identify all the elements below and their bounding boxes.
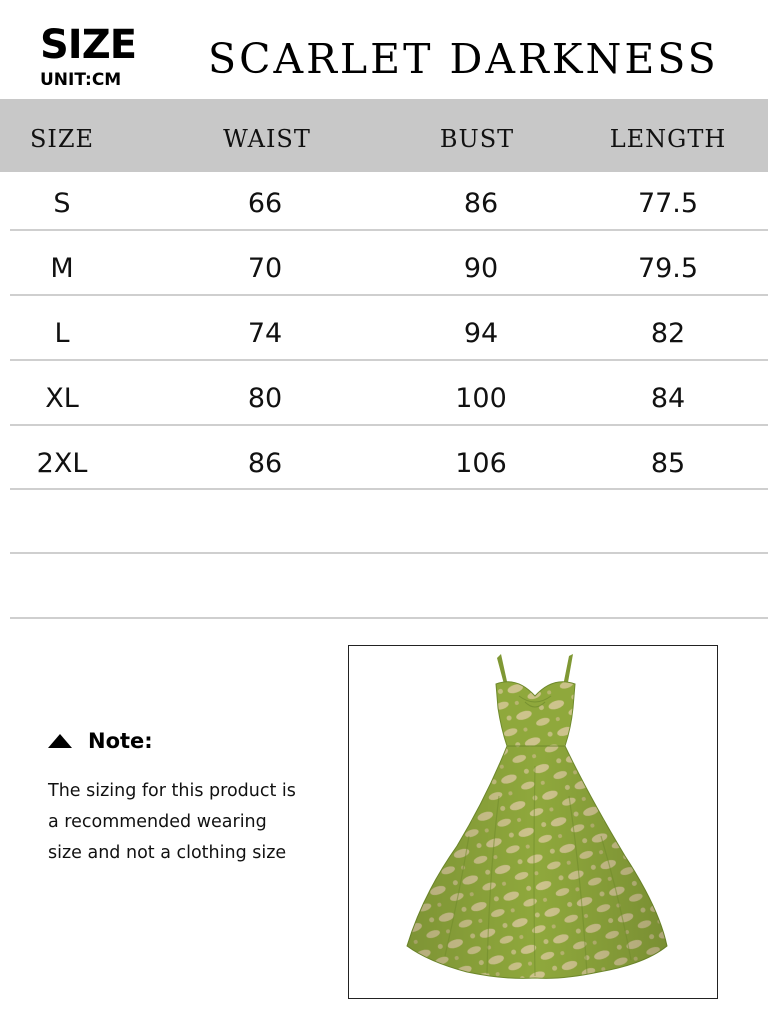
bodice — [496, 682, 575, 746]
cell-length: 77.5 — [637, 188, 699, 219]
cell-size: S — [53, 188, 71, 219]
cell-length: 85 — [650, 448, 686, 479]
cell-waist: 66 — [247, 188, 283, 219]
cell-size: 2XL — [36, 448, 88, 479]
brand-title: SCARLET DARKNESS — [208, 35, 719, 83]
table-header — [0, 99, 768, 172]
note-title: Note: — [88, 729, 153, 753]
header-size: SIZE — [29, 125, 95, 153]
note-line: size and not a clothing size — [48, 843, 287, 863]
row-divider — [10, 294, 768, 296]
cell-size: XL — [45, 383, 79, 414]
cell-bust: 100 — [455, 383, 507, 414]
table-row — [0, 367, 768, 432]
triangle-up-icon — [48, 734, 72, 748]
note-line: a recommended wearing — [48, 812, 267, 832]
cell-waist: 86 — [247, 448, 283, 479]
note-section — [48, 724, 338, 869]
table-row — [0, 302, 768, 367]
cell-waist: 80 — [247, 383, 283, 414]
row-divider — [10, 552, 768, 554]
header-length: LENGTH — [609, 125, 727, 153]
unit-label: UNIT:CM — [40, 70, 122, 90]
note-heading — [48, 724, 338, 758]
cell-bust: 90 — [463, 253, 499, 284]
header-waist: WAIST — [223, 125, 311, 153]
table-row — [0, 172, 768, 237]
row-divider — [10, 229, 768, 231]
cell-waist: 74 — [247, 318, 283, 349]
cell-bust: 106 — [455, 448, 507, 479]
row-divider — [10, 488, 768, 490]
header-bust: BUST — [439, 125, 515, 153]
cell-bust: 94 — [463, 318, 499, 349]
cell-size: M — [50, 253, 74, 284]
cell-length: 82 — [650, 318, 686, 349]
row-divider — [10, 359, 768, 361]
cell-length: 84 — [650, 383, 686, 414]
cell-waist: 70 — [247, 253, 283, 284]
cell-length: 79.5 — [637, 253, 699, 284]
note-line: The sizing for this product is — [48, 781, 296, 801]
cell-size: L — [54, 318, 70, 349]
row-divider — [10, 424, 768, 426]
note-text — [48, 776, 338, 869]
size-logo-text: SIZE — [40, 22, 137, 68]
product-photo — [348, 645, 718, 999]
cell-bust: 86 — [463, 188, 499, 219]
dress-illustration — [349, 646, 718, 999]
size-unit-logo — [40, 24, 136, 90]
row-divider — [10, 617, 768, 619]
table-row — [0, 237, 768, 302]
